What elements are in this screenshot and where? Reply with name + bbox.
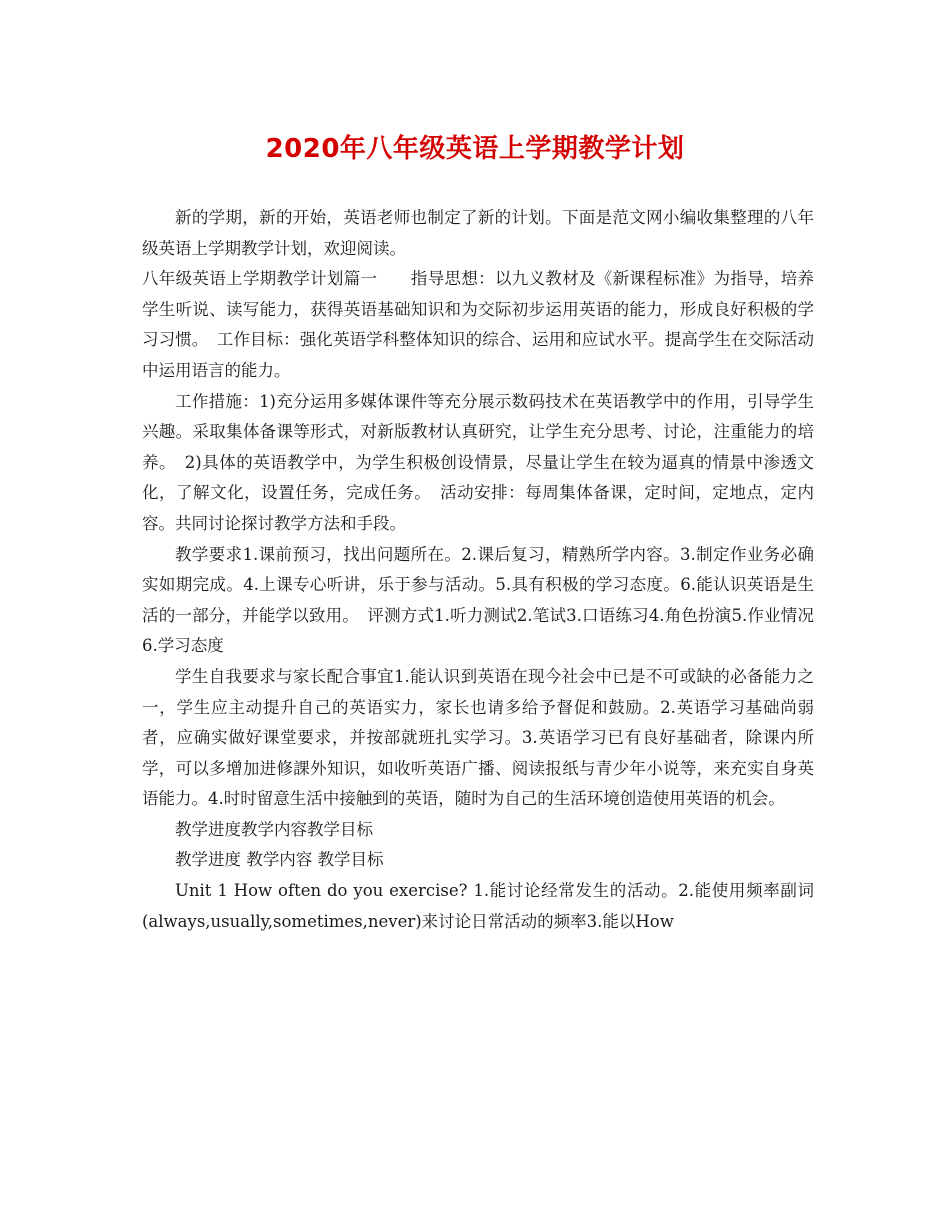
paragraph-work-measures: 工作措施：1)充分运用多媒体课件等充分展示数码技术在英语教学中的作用，引导学生兴趣。采取集体备课等形式，对新版教材认真研究，让学生充分思考、讨论，注重能力的培养。 2)具体的英语教学中，为学生积极创设情景，尽量让学生在较为逼真的情景中渗透文化，了解文化，设置任务，完成任务。 活动安排：每周集体备课，定时间，定地点，定内容。共同讨论探讨教学方法和手段。 (142, 391, 814, 533)
paragraph-guiding-ideas: 八年级英语上学期教学计划篇一 指导思想：以九义教材及《新课程标准》为指导，培养学生听说、读写能力，获得英语基础知识和为交际初步运用英语的能力，形成良好积极的学习习惯。 工作目标：强化英语学科整体知识的综合、运用和应试水平。提高学生在交际活动中运用语言的能力。 (142, 269, 814, 380)
paragraph-schedule-columns: 教学进度 教学内容 教学目标 (175, 850, 384, 870)
paragraph-unit-1: Unit 1 How often do you exercise? 1.能讨论经常发生的活动。2.能使用频率副词(always,usually,sometimes,never)来讨论日常活动的频率3.能以How (142, 881, 814, 931)
paragraph-intro: 新的学期，新的开始，英语老师也制定了新的计划。下面是范文网小编收集整理的八年级英语上学期教学计划，欢迎阅读。 (142, 208, 814, 258)
paragraph-student-parent-cooperation: 学生自我要求与家长配合事宜1.能认识到英语在现今社会中已是不可或缺的必备能力之一，学生应主动提升自己的英语实力，家长也请多给予督促和鼓励。2.英语学习基础尚弱者，应确实做好课堂要求，并按部就班扎实学习。3.英语学习已有良好基础者，除课内所学，可以多增加进修課外知识，如收听英语广播、阅读报纸与青少年小说等，来充实自身英语能力。4.时时留意生活中接触到的英语，随时为自己的生活环境创造使用英语的机会。 (142, 666, 814, 809)
paragraph-schedule-heading: 教学进度教学内容教学目标 (175, 819, 373, 839)
paragraph-teaching-requirements: 教学要求1.课前预习，找出问题所在。2.课后复习，精熟所学内容。3.制定作业务必确实如期完成。4.上课专心听讲，乐于参与活动。5.具有积极的学习态度。6.能认识英语是生活的一部分，并能学以致用。 评测方式1.听力测试2.笔试3.口语练习4.角色扮演5.作业情况6.学习态度 (142, 544, 814, 656)
document-title: 2020年八年级英语上学期教学计划 (265, 134, 685, 164)
document-body (142, 203, 814, 937)
